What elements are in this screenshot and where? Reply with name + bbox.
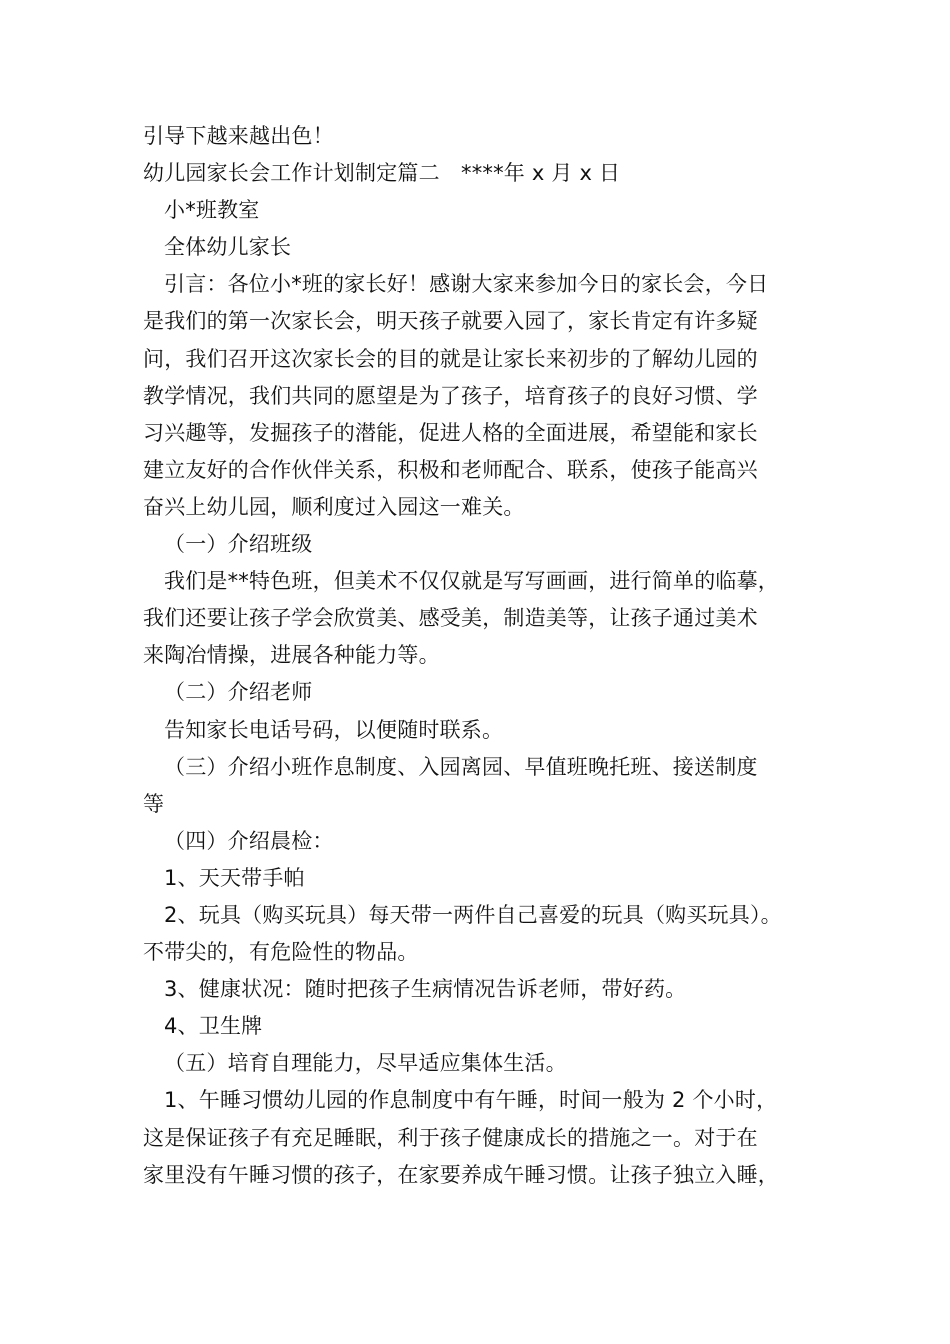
text-line: 家里没有午睡习惯的孩子，在家要养成午睡习惯。让孩子独立入睡， (143, 1162, 779, 1187)
text-line: 引言：各位小*班的家长好！感谢大家来参加今日的家长会，今日 (164, 272, 769, 297)
text-line: 2、玩具（购买玩具）每天带一两件自己喜爱的玩具（购买玩具）。 (164, 902, 782, 927)
text-line: 问，我们召开这次家长会的目的就是让家长来初步的了解幼儿园的 (143, 346, 758, 371)
text-line: 幼儿园家长会工作计划制定篇二 ****年 x 月 x 日 (143, 161, 621, 186)
text-line: 建立友好的合作伙伴关系，积极和老师配合、联系，使孩子能高兴 (143, 457, 758, 482)
text-line: 1、天天带手帕 (164, 865, 305, 890)
text-line: 这是保证孩子有充足睡眠，利于孩子健康成长的措施之一。对于在 (143, 1125, 758, 1150)
text-line: 习兴趣等，发掘孩子的潜能，促进人格的全面进展，希望能和家长 (143, 420, 758, 445)
text-line: 来陶冶情操，进展各种能力等。 (143, 643, 440, 668)
text-line: 等 (143, 791, 165, 816)
text-line: 4、卫生牌 (164, 1014, 263, 1039)
text-line: 3、健康状况：随时把孩子生病情况告诉老师，带好药。 (164, 977, 687, 1002)
text-line: 奋兴上幼儿园，顺利度过入园这一难关。 (143, 494, 525, 519)
text-line: 1、午睡习惯幼儿园的作息制度中有午睡，时间一般为 2 个小时， (164, 1088, 778, 1113)
text-line: （四）介绍晨检： (164, 828, 334, 853)
text-line: 全体幼儿家长 (164, 235, 292, 260)
text-line: （五）培育自理能力，尽早适应集体生活。 (164, 1051, 567, 1076)
text-line: 引导下越来越出色！ (143, 124, 334, 148)
text-line: 告知家长电话号码，以便随时联系。 (164, 717, 504, 742)
text-line: （一）介绍班级 (164, 532, 313, 557)
text-line: 我们还要让孩子学会欣赏美、感受美，制造美等，让孩子通过美术 (143, 606, 758, 631)
document-body (143, 118, 833, 1194)
text-line: 我们是**特色班，但美术不仅仅就是写写画画，进行简单的临摹， (164, 569, 779, 594)
text-line: 不带尖的，有危险性的物品。 (143, 940, 419, 965)
text-line: （三）介绍小班作息制度、入园离园、早值班晚托班、接送制度 (164, 754, 758, 779)
text-line: 是我们的第一次家长会，明天孩子就要入园了，家长肯定有许多疑 (143, 309, 758, 334)
text-line: 教学情况，我们共同的愿望是为了孩子，培育孩子的良好习惯、学 (143, 383, 758, 408)
text-line: 小*班教室 (164, 198, 260, 223)
text-line: （二）介绍老师 (164, 680, 313, 705)
